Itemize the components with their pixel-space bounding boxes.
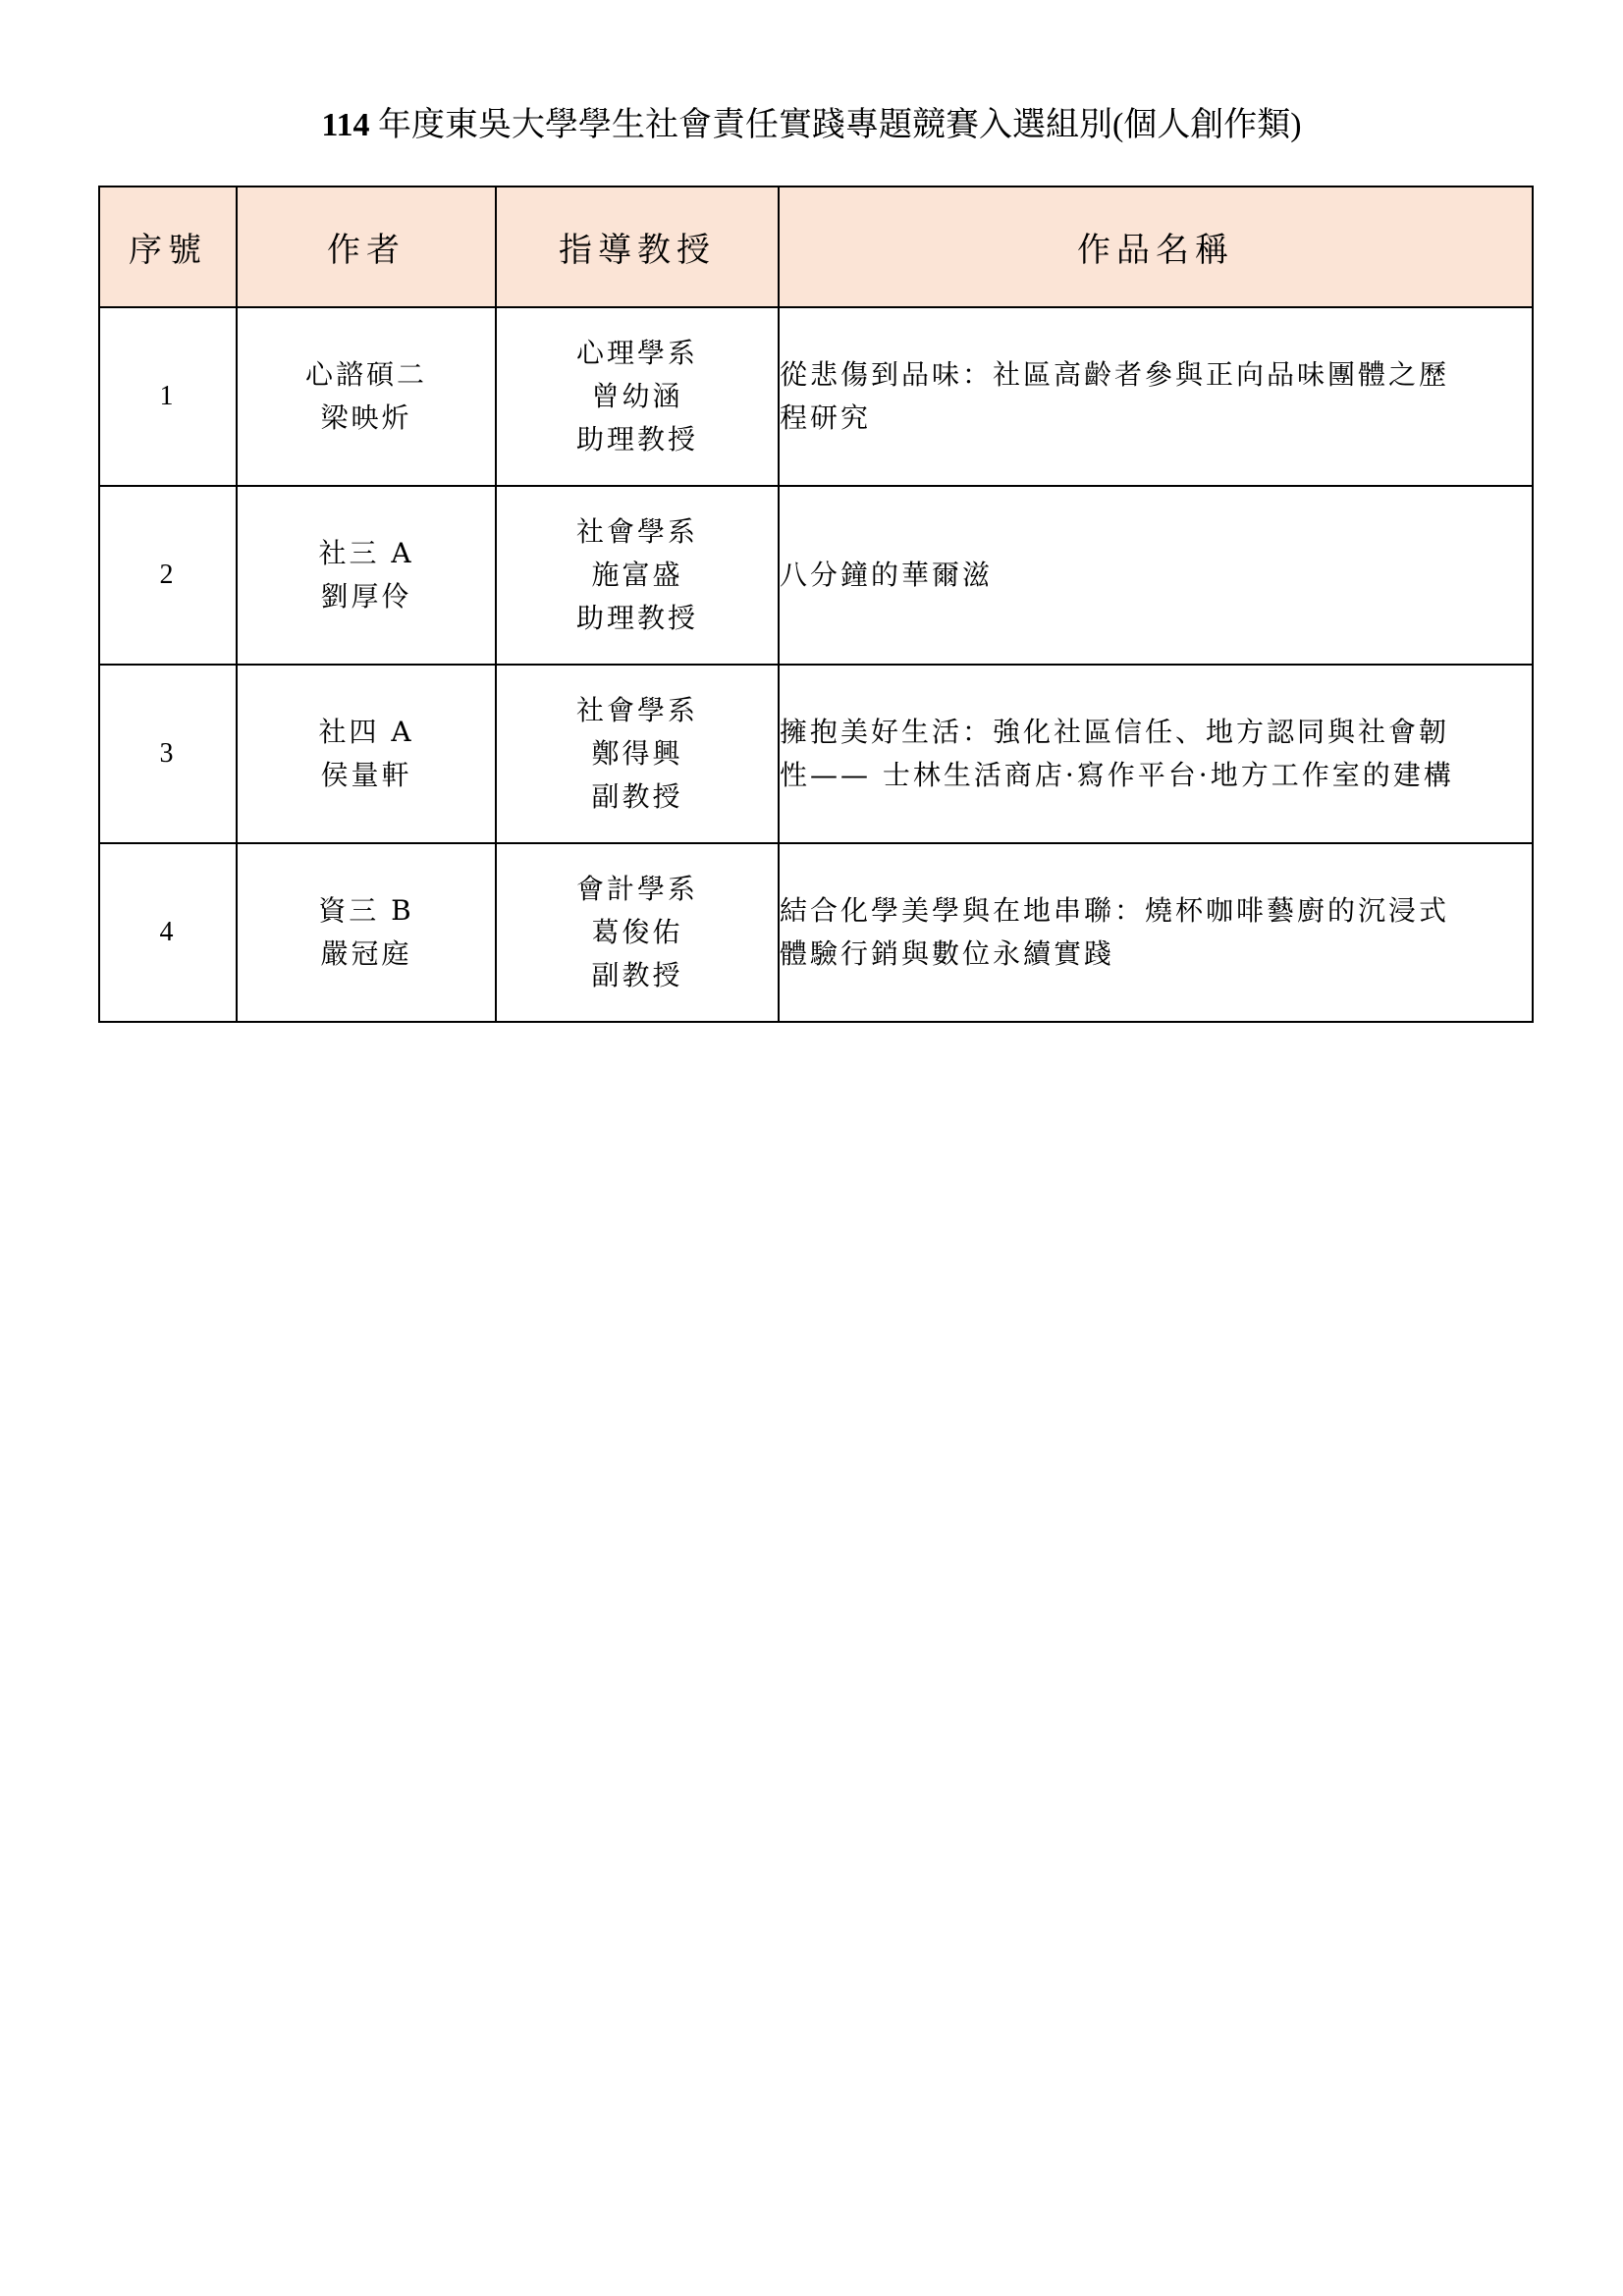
row-advisor [496, 486, 779, 665]
author-class: 資三 B [318, 894, 414, 927]
advisor-title: 助理教授 [575, 602, 698, 634]
row-seq: 4 [99, 843, 237, 1022]
row-author [237, 486, 496, 665]
author-class: 心諮碩二 [304, 358, 427, 391]
advisor-name: 葛俊佑 [591, 916, 683, 948]
table-row [99, 486, 1533, 665]
author-name: 侯量軒 [320, 759, 412, 791]
row-author [237, 665, 496, 843]
header-author: 作者 [237, 187, 496, 307]
author-class: 社四 A [318, 716, 414, 748]
advisor-name: 曾幼涵 [591, 380, 683, 412]
header-advisor: 指導教授 [496, 187, 779, 307]
advisor-name: 施富盛 [591, 559, 683, 591]
header-seq: 序號 [99, 187, 237, 307]
awards-table [98, 186, 1534, 1023]
advisor-dept: 社會學系 [575, 515, 698, 548]
author-class: 社三 A [318, 537, 414, 569]
row-seq: 1 [99, 307, 237, 486]
work-title-line1: 擁抱美好生活：強化社區信任、地方認同與社會韌 [780, 716, 1450, 748]
table-row [99, 307, 1533, 486]
page-title [0, 98, 1623, 153]
table-row [99, 665, 1533, 843]
advisor-name: 鄭得興 [591, 737, 683, 770]
row-seq: 2 [99, 486, 237, 665]
row-work [779, 486, 1533, 665]
advisor-dept: 會計學系 [575, 873, 698, 905]
work-title-line1: 從悲傷到品味：社區高齡者參與正向品味團體之歷 [780, 358, 1450, 391]
advisor-dept: 社會學系 [575, 694, 698, 726]
title-year: 114 [321, 107, 370, 143]
row-seq: 3 [99, 665, 237, 843]
row-advisor [496, 307, 779, 486]
advisor-title: 助理教授 [575, 423, 698, 455]
title-text: 年度東吳大學學生社會責任實踐專題競賽入選組別(個人創作類) [377, 107, 1302, 143]
work-title-line2: 體驗行銷與數位永續實踐 [780, 937, 1115, 970]
work-title-line2: 性—— 士林生活商店·寫作平台·地方工作室的建構 [780, 759, 1454, 791]
table-header-row [99, 187, 1533, 307]
header-work: 作品名稱 [779, 187, 1533, 307]
author-name: 梁映炘 [320, 401, 412, 434]
advisor-title: 副教授 [591, 780, 683, 813]
row-author [237, 843, 496, 1022]
work-title-line1: 結合化學美學與在地串聯：燒杯咖啡藝廚的沉浸式 [780, 894, 1450, 927]
work-title-line1: 八分鐘的華爾滋 [780, 559, 994, 591]
row-work [779, 307, 1533, 486]
row-advisor [496, 665, 779, 843]
table-row [99, 843, 1533, 1022]
row-work [779, 665, 1533, 843]
row-work [779, 843, 1533, 1022]
row-author [237, 307, 496, 486]
work-title-line2: 程研究 [780, 401, 872, 434]
advisor-title: 副教授 [591, 959, 683, 991]
advisor-dept: 心理學系 [575, 337, 698, 369]
author-name: 劉厚伶 [320, 580, 412, 613]
author-name: 嚴冠庭 [320, 937, 412, 970]
row-advisor [496, 843, 779, 1022]
